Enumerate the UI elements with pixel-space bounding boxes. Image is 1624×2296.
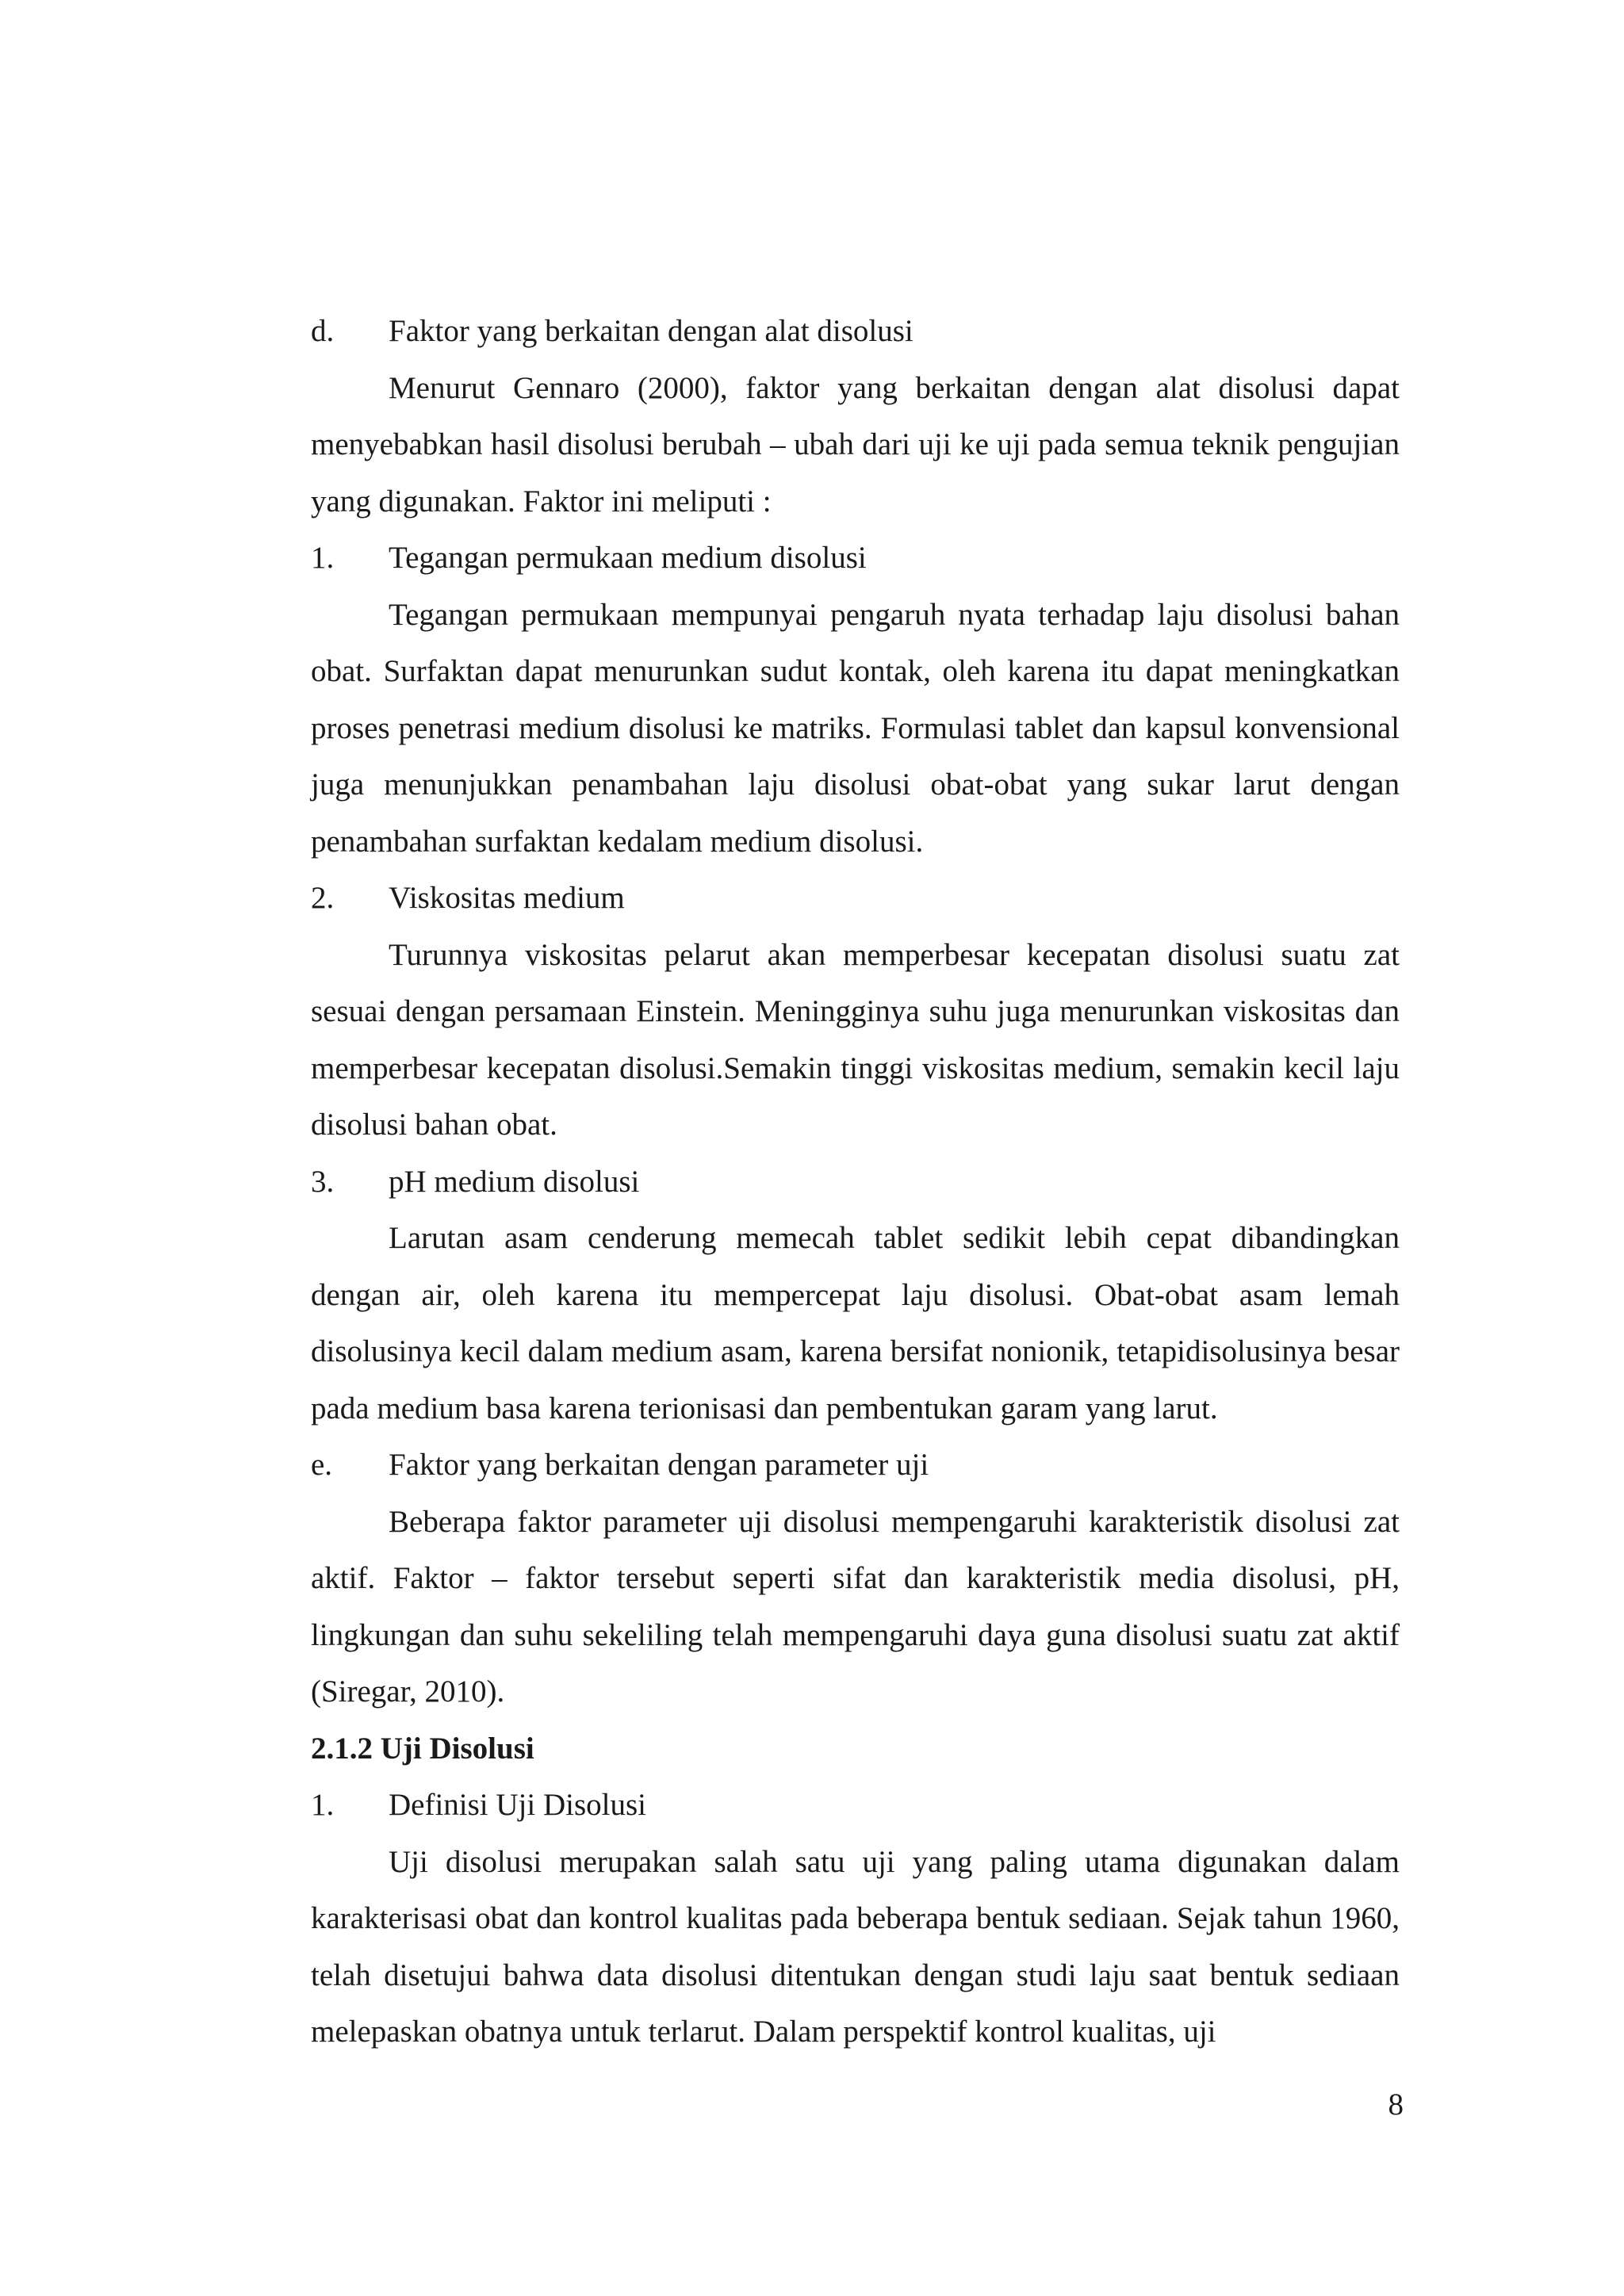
- list-item-1-definisi: [311, 1777, 1400, 1834]
- list-item-2-viskositas: [311, 870, 1400, 927]
- list-item-d: [311, 303, 1400, 360]
- list-item-title: Definisi Uji Disolusi: [389, 1788, 647, 1822]
- list-item-title: Faktor yang berkaitan dengan alat disolusi: [389, 314, 914, 348]
- list-item-3-ph: [311, 1154, 1400, 1211]
- list-item-title: Tegangan permukaan medium disolusi: [389, 541, 867, 575]
- paragraph-text: Turunnya viskositas pelarut akan memperbesar kecepatan disolusi suatu zat sesuai dengan persamaan Einstein. Meningginya suhu juga menurunkan viskositas dan memperbesar kecepatan disolusi.Semakin tinggi viskositas medium, semakin kecil laju disolusi bahan obat.: [311, 937, 1400, 1142]
- list-marker: 2.: [311, 881, 335, 915]
- paragraph-text: Tegangan permukaan mempunyai pengaruh nyata terhadap laju disolusi bahan obat. Surfaktan dapat menurunkan sudut kontak, oleh karena itu dapat meningkatkan proses penetrasi medium disolusi ke matriks. Formulasi tablet dan kapsul konvensional juga menunjukkan penambahan laju disolusi obat-obat yang sukar larut dengan penambahan surfaktan kedalam medium disolusi.: [311, 597, 1400, 859]
- list-marker: 3.: [311, 1164, 335, 1199]
- paragraph-text: Larutan asam cenderung memecah tablet sedikit lebih cepat dibandingkan dengan air, oleh karena itu mempercepat laju disolusi. Obat-obat asam lemah disolusinya kecil dalam medium asam, karena bersifat nonionik, tetapidisolusinya besar pada medium basa karena terionisasi dan pembentukan garam yang larut.: [311, 1221, 1400, 1425]
- list-marker: 1.: [311, 1788, 335, 1822]
- list-item-title: pH medium disolusi: [389, 1164, 640, 1199]
- paragraph-gennaro: [311, 360, 1400, 530]
- paragraph-definisi: [311, 1834, 1400, 2061]
- paragraph-text: Beberapa faktor parameter uji disolusi mempengaruhi karakteristik disolusi zat aktif. Faktor – faktor tersebut seperti sifat dan karakteristik media disolusi, pH, lingkungan dan suhu sekeliling telah mempengaruhi daya guna disolusi suatu zat aktif (Siregar, 2010).: [311, 1504, 1400, 1709]
- paragraph-ph: [311, 1210, 1400, 1437]
- list-item-title: Viskositas medium: [389, 881, 625, 915]
- paragraph-text: Menurut Gennaro (2000), faktor yang berkaitan dengan alat disolusi dapat menyebabkan hasil disolusi berubah – ubah dari uji ke uji pada semua teknik pengujian yang digunakan. Faktor ini meliputi :: [311, 370, 1400, 519]
- section-heading: 2.1.2 Uji Disolusi: [311, 1731, 534, 1766]
- page-body: [311, 303, 1400, 2061]
- list-item-title: Faktor yang berkaitan dengan parameter uji: [389, 1448, 929, 1482]
- list-item-e: [311, 1437, 1400, 1494]
- paragraph-parameter-uji: [311, 1494, 1400, 1720]
- list-item-1-tegangan: [311, 530, 1400, 587]
- list-marker: 1.: [311, 541, 335, 575]
- paragraph-tegangan: [311, 587, 1400, 871]
- paragraph-text: Uji disolusi merupakan salah satu uji yang paling utama digunakan dalam karakterisasi obat dan kontrol kualitas pada beberapa bentuk sediaan. Sejak tahun 1960, telah disetujui bahwa data disolusi ditentukan dengan studi laju saat bentuk sediaan melepaskan obatnya untuk terlarut. Dalam perspektif kontrol kualitas, uji: [311, 1844, 1400, 2049]
- page-number: 8: [1388, 2087, 1404, 2122]
- list-marker: e.: [311, 1448, 333, 1482]
- paragraph-viskositas: [311, 927, 1400, 1154]
- list-marker: d.: [311, 314, 335, 348]
